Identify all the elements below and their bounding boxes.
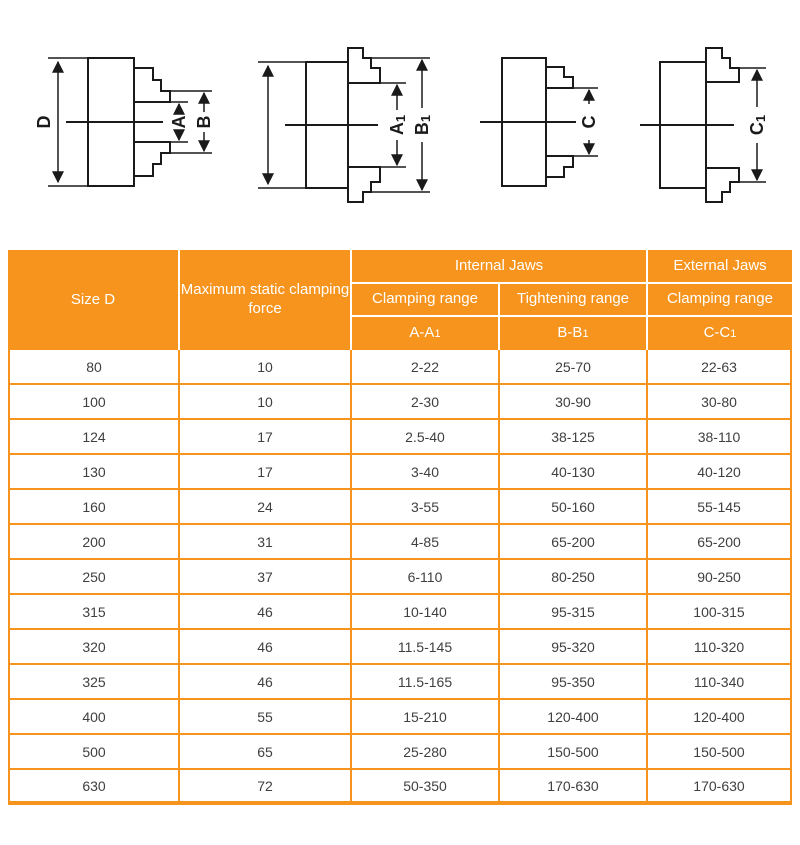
table-cell: 10 [180, 385, 352, 420]
table-cell: 55 [180, 700, 352, 735]
header-max-static-clamping-force: Maximum static clamping force [180, 250, 352, 350]
table-cell: 6-110 [352, 560, 500, 595]
table-cell: 110-340 [648, 665, 792, 700]
table-cell: 46 [180, 630, 352, 665]
table-cell: 250 [8, 560, 180, 595]
table-cell: 30-80 [648, 385, 792, 420]
table-cell: 150-500 [500, 735, 648, 770]
table-cell: 315 [8, 595, 180, 630]
table-row [8, 420, 792, 455]
table-cell: 325 [8, 665, 180, 700]
table-cell: 120-400 [500, 700, 648, 735]
chuck-diagram-3 [480, 58, 599, 186]
table-row [8, 630, 792, 665]
table-cell: 40-130 [500, 455, 648, 490]
table-cell: 10 [180, 350, 352, 385]
top-jaw [134, 68, 170, 102]
header-range-a-a1: A-A1 [352, 317, 500, 350]
header-size-d: Size D [8, 250, 180, 350]
table-row [8, 560, 792, 595]
table-cell: 95-320 [500, 630, 648, 665]
dim-label-c1: C1 [747, 114, 768, 136]
chuck-diagram-2 [258, 48, 433, 202]
table-cell: 22-63 [648, 350, 792, 385]
spec-table-body [8, 350, 792, 805]
bottom-jaw [706, 168, 739, 202]
dim-label-a: A [169, 115, 189, 129]
table-cell: 2-22 [352, 350, 500, 385]
table-row [8, 665, 792, 700]
top-jaw [706, 48, 739, 82]
spec-table [8, 250, 792, 805]
bottom-jaw [546, 156, 573, 177]
chuck-diagram-1 [34, 58, 214, 186]
table-cell: 95-315 [500, 595, 648, 630]
table-cell: 46 [180, 665, 352, 700]
header-clamping-range-external: Clamping range [648, 284, 792, 317]
table-cell: 31 [180, 525, 352, 560]
table-row [8, 700, 792, 735]
dimension-c [573, 88, 599, 156]
table-cell: 50-160 [500, 490, 648, 525]
header-external-jaws: External Jaws [648, 250, 792, 284]
table-cell: 2.5-40 [352, 420, 500, 455]
table-cell: 124 [8, 420, 180, 455]
table-row [8, 455, 792, 490]
table-cell: 110-320 [648, 630, 792, 665]
table-cell: 500 [8, 735, 180, 770]
table-cell: 100-315 [648, 595, 792, 630]
header-range-c-c1: C-C1 [648, 317, 792, 350]
table-cell: 38-125 [500, 420, 648, 455]
table-cell: 17 [180, 455, 352, 490]
table-row [8, 525, 792, 560]
dimension-c1 [734, 68, 768, 182]
table-row [8, 490, 792, 525]
table-cell: 55-145 [648, 490, 792, 525]
table-cell: 25-70 [500, 350, 648, 385]
table-cell: 150-500 [648, 735, 792, 770]
table-cell: 320 [8, 630, 180, 665]
table-cell: 46 [180, 595, 352, 630]
table-cell: 65 [180, 735, 352, 770]
table-cell: 50-350 [352, 770, 500, 805]
dimension-a1 [380, 83, 408, 167]
table-cell: 120-400 [648, 700, 792, 735]
table-cell: 80-250 [500, 560, 648, 595]
table-cell: 17 [180, 420, 352, 455]
table-cell: 25-280 [352, 735, 500, 770]
table-cell: 11.5-165 [352, 665, 500, 700]
table-cell: 11.5-145 [352, 630, 500, 665]
top-jaw [348, 48, 380, 83]
header-range-b-b1: B-B1 [500, 317, 648, 350]
table-cell: 3-40 [352, 455, 500, 490]
table-cell: 170-630 [648, 770, 792, 805]
table-cell: 100 [8, 385, 180, 420]
header-tightening-range: Tightening range [500, 284, 648, 317]
dim-label-c: C [579, 115, 599, 129]
table-cell: 95-350 [500, 665, 648, 700]
table-cell: 65-200 [500, 525, 648, 560]
table-cell: 200 [8, 525, 180, 560]
table-cell: 65-200 [648, 525, 792, 560]
table-row [8, 735, 792, 770]
bottom-jaw [348, 167, 380, 202]
header-clamping-range-internal: Clamping range [352, 284, 500, 317]
table-cell: 2-30 [352, 385, 500, 420]
table-row [8, 350, 792, 385]
table-cell: 15-210 [352, 700, 500, 735]
dimension-a [169, 102, 189, 142]
table-cell: 38-110 [648, 420, 792, 455]
chuck-diagram-4 [640, 48, 768, 202]
table-cell: 400 [8, 700, 180, 735]
table-row [8, 595, 792, 630]
table-cell: 37 [180, 560, 352, 595]
table-cell: 10-140 [352, 595, 500, 630]
table-cell: 30-90 [500, 385, 648, 420]
table-cell: 630 [8, 770, 180, 805]
bottom-jaw [134, 142, 170, 176]
top-jaw [546, 67, 573, 88]
header-internal-jaws: Internal Jaws [352, 250, 648, 284]
dim-label-b: B [194, 115, 214, 129]
table-cell: 72 [180, 770, 352, 805]
dim-label-d: D [34, 115, 54, 129]
table-cell: 170-630 [500, 770, 648, 805]
table-cell: 160 [8, 490, 180, 525]
table-row [8, 770, 792, 805]
table-cell: 130 [8, 455, 180, 490]
dim-label-b1: B1 [412, 114, 433, 136]
chuck-diagrams [0, 0, 800, 235]
table-cell: 40-120 [648, 455, 792, 490]
dim-label-a1: A1 [387, 114, 408, 136]
table-cell: 4-85 [352, 525, 500, 560]
spec-table-header [8, 250, 792, 350]
table-cell: 80 [8, 350, 180, 385]
table-cell: 3-55 [352, 490, 500, 525]
table-cell: 24 [180, 490, 352, 525]
table-row [8, 385, 792, 420]
table-cell: 90-250 [648, 560, 792, 595]
